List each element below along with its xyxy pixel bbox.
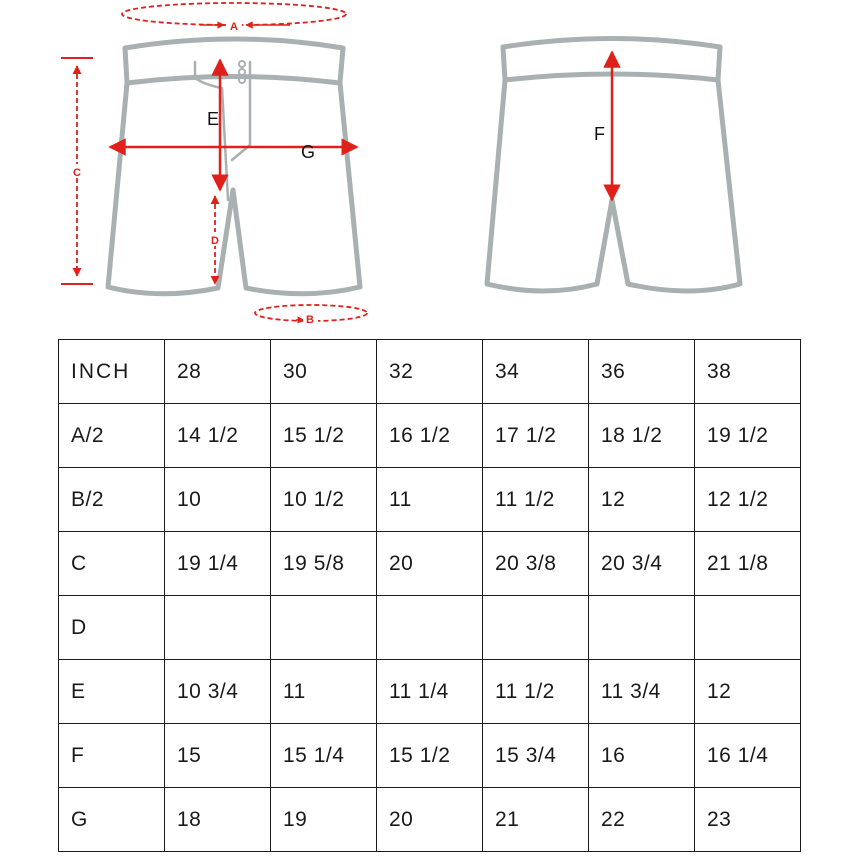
label-d: D [211, 235, 219, 247]
table-cell: 12 [589, 468, 695, 532]
table-cell: 15 1/2 [377, 724, 483, 788]
header-cell: INCH [59, 340, 165, 404]
table-row [59, 596, 801, 660]
table-cell: 16 [589, 724, 695, 788]
table-cell [483, 596, 589, 660]
table-cell: 11 [271, 660, 377, 724]
table-cell [589, 596, 695, 660]
table-row [59, 468, 801, 532]
table-cell [165, 596, 271, 660]
row-label-cell: C [59, 532, 165, 596]
header-cell: 28 [165, 340, 271, 404]
header-cell: 32 [377, 340, 483, 404]
header-cell: 34 [483, 340, 589, 404]
table-header-row [59, 340, 801, 404]
table-cell [377, 596, 483, 660]
shorts-measurement-diagram [0, 0, 857, 335]
row-label-cell: E [59, 660, 165, 724]
measure-a-waist [122, 3, 346, 33]
table-cell: 17 1/2 [483, 404, 589, 468]
table-cell: 18 1/2 [589, 404, 695, 468]
table-cell: 10 1/2 [271, 468, 377, 532]
row-label-cell: A/2 [59, 404, 165, 468]
label-b: B [306, 314, 314, 326]
row-label-cell: D [59, 596, 165, 660]
table-cell: 19 1/2 [695, 404, 801, 468]
table-cell [271, 596, 377, 660]
table-cell: 14 1/2 [165, 404, 271, 468]
table-cell: 20 [377, 532, 483, 596]
row-label-cell: F [59, 724, 165, 788]
table-cell: 16 1/4 [695, 724, 801, 788]
table-cell: 19 [271, 788, 377, 852]
table-cell: 11 3/4 [589, 660, 695, 724]
header-cell: 30 [271, 340, 377, 404]
table-cell: 10 3/4 [165, 660, 271, 724]
label-e: E [207, 109, 220, 129]
size-chart-table [58, 339, 801, 852]
table-cell: 20 [377, 788, 483, 852]
measure-c-outseam [61, 58, 93, 284]
table-row [59, 788, 801, 852]
table-cell: 19 5/8 [271, 532, 377, 596]
measure-b-leg-opening [255, 305, 367, 326]
table-cell: 10 [165, 468, 271, 532]
table-row [59, 724, 801, 788]
table-cell: 15 [165, 724, 271, 788]
label-c: C [73, 167, 81, 179]
label-a: A [230, 21, 238, 33]
table-cell: 12 [695, 660, 801, 724]
table-cell: 22 [589, 788, 695, 852]
table-cell: 20 3/8 [483, 532, 589, 596]
front-shorts-outline [108, 39, 360, 294]
table-cell [695, 596, 801, 660]
table-row [59, 660, 801, 724]
table-row [59, 532, 801, 596]
table-cell: 11 1/4 [377, 660, 483, 724]
label-f: F [594, 124, 605, 144]
table-cell: 19 1/4 [165, 532, 271, 596]
table-row [59, 404, 801, 468]
table-cell: 18 [165, 788, 271, 852]
table-cell: 11 [377, 468, 483, 532]
table-cell: 11 1/2 [483, 468, 589, 532]
table-cell: 16 1/2 [377, 404, 483, 468]
table-cell: 15 1/4 [271, 724, 377, 788]
header-cell: 38 [695, 340, 801, 404]
label-g: G [301, 142, 316, 162]
table-cell: 12 1/2 [695, 468, 801, 532]
row-label-cell: G [59, 788, 165, 852]
table-cell: 21 1/8 [695, 532, 801, 596]
table-cell: 20 3/4 [589, 532, 695, 596]
table-cell: 21 [483, 788, 589, 852]
header-cell: 36 [589, 340, 695, 404]
table-cell: 23 [695, 788, 801, 852]
table-cell: 15 1/2 [271, 404, 377, 468]
back-shorts-outline [487, 39, 740, 292]
measure-e-front-rise [207, 60, 220, 190]
table-cell: 15 3/4 [483, 724, 589, 788]
row-label-cell: B/2 [59, 468, 165, 532]
table-cell: 11 1/2 [483, 660, 589, 724]
